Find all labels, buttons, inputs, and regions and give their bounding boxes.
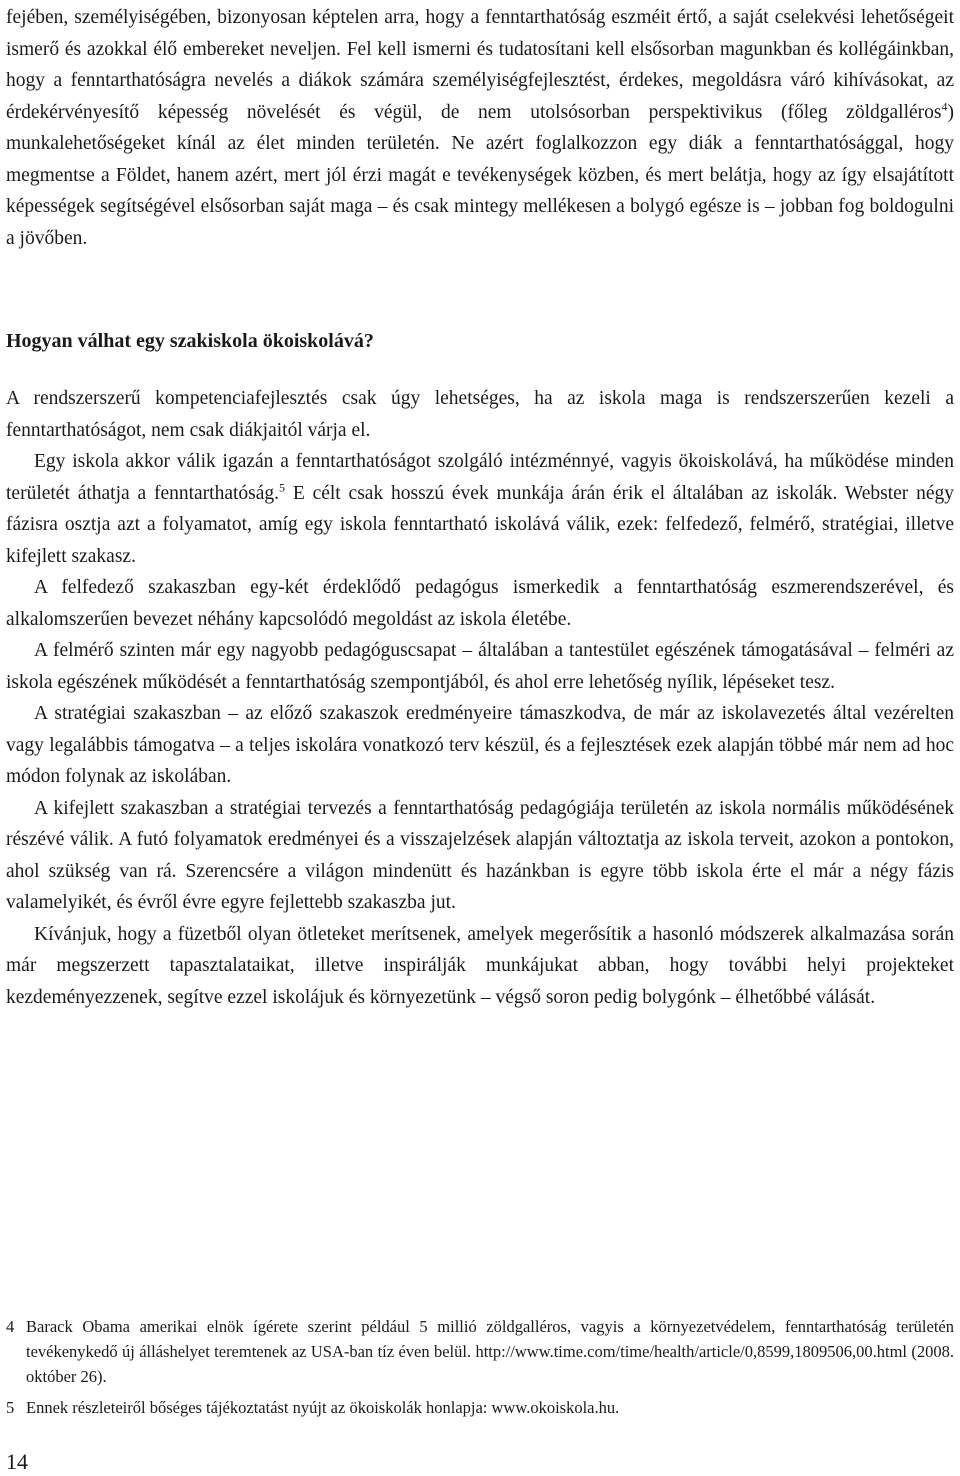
paragraph-2 [6, 446, 954, 572]
footnote-text: Barack Obama amerikai elnök ígérete szerint például 5 millió zöldgalléros, vagyis a környezetvédelem, fenntarthatóság területén tevékenykedő új álláshelyet teremtenek az USA-ban tíz éven belül. http://www.time.com/time/health/article/0,8599,1809506,00.html (2008. október 26). [26, 1317, 954, 1386]
footnote-text: Ennek részleteiről bőséges tájékoztatást nyújt az ökoiskolák honlapja: www.okoiskola.hu. [26, 1398, 620, 1417]
intro-paragraph [6, 2, 954, 254]
paragraph-3: A felfedező szakaszban egy-két érdeklődő pedagógus ismerkedik a fenntarthatóság eszmerendszerével, és alkalomszerűen bevezet néhány kapcsolódó megoldást az iskola életébe. [6, 577, 954, 630]
page-number: 14 [6, 1449, 28, 1474]
footnote-5 [6, 1395, 954, 1420]
footnote-ref-5: 5 [279, 480, 286, 494]
intro-paragraph-text-1: fejében, személyiségében, bizonyosan képtelen arra, hogy a fenntarthatóság eszméit értő, a saját cselekvési lehetőségeit ismerő és azokkal élő embereket neveljen. Fel kell ismerni és tudatosítani kell elsősorban magunkban és kollégáinkban, hogy a fenntarthatóságra nevelés a diákok számára személyiségfejlesztést, érdekes, megoldásra váró kihívásokat, az érdekérvényesítő képesség növelését és végül, de nem utolsósorban perspektivikus (főleg zöldgalléros [6, 7, 954, 123]
paragraph-2-text-1: Egy iskola akkor válik igazán a fenntarthatóságot szolgáló intézménnyé, vagyis ökoiskolává, ha működése minden területét áthatja a fenntarthatóság. [6, 451, 954, 504]
intro-paragraph-text-2: ) munkalehetőségeket kínál az élet minden területén. Ne azért foglalkozzon egy diák a fenntarthatósággal, hogy megmentse a Földet, hanem azért, mert jól érzi magát e tevékenységek közben, és mert belátja, hogy az így elsajátított képességek segítségével elsősorban saját maga – és csak mintegy mellékesen a bolygó egésze is – jobban fog boldogulni a jövőben. [6, 101, 954, 249]
paragraph-6: A kifejlett szakaszban a stratégiai tervezés a fenntarthatóság pedagógiája területén az iskola normális működésének részévé válik. A futó folyamatok eredményei és a visszajelzések alapján változtatja az iskola terveit, azokon a pontokon, ahol szükség van rá. Szerencsére a világon mindenütt és hazánkban is egyre több iskola érte el már a négy fázis valamelyikét, és évről évre egyre fejlettebb szakaszba jut. [6, 797, 954, 913]
paragraph-7: Kívánjuk, hogy a füzetből olyan ötleteket merítsenek, amelyek megerősítik a hasonló módszerek alkalmazása során már megszerzett tapasztalataikat, illetve inspirálják munkájukat abban, hogy további helyi projekteket kezdeményezzenek, segítve ezzel iskolájuk és környezetünk – végső soron pedig bolygónk – élhetőbbé válását. [6, 923, 954, 1008]
section-heading: Hogyan válhat egy szakiskola ökoiskolává? [6, 330, 374, 352]
paragraph-4: A felmérő szinten már egy nagyobb pedagóguscsapat – általában a tantestület egészének támogatásával – felméri az iskola egészének működését a fenntarthatóság szempontjából, és ahol erre lehetőség nyílik, lépéseket tesz. [6, 640, 954, 693]
footnote-ref-4: 4 [941, 99, 948, 113]
paragraph-1: A rendszerszerű kompetenciafejlesztés csak úgy lehetséges, ha az iskola maga is rendszerszerűen kezeli a fenntarthatóságot, nem csak diákjaitól várja el. [6, 388, 954, 441]
footnote-4 [6, 1314, 954, 1389]
footnote-number: 4 [6, 1317, 15, 1336]
footnotes [6, 1314, 954, 1426]
paragraph-2-text-2: E célt csak hosszú évek munkája árán érik el általában az iskolák. Webster négy fázisra osztja azt a folyamatot, amíg egy iskola fenntartható iskolává válik, ezek: felfedező, felmérő, stratégiai, illetve kifejlett szakasz. [6, 482, 955, 567]
section-body [6, 383, 954, 1013]
paragraph-5: A stratégiai szakaszban – az előző szakaszok eredményeire támaszkodva, de már az iskolavezetés által vezérelten vagy legalábbis támogatva – a teljes iskolára vonatkozó terv készül, és a fejlesztések ezek alapján többé már nem ad hoc módon folynak az iskolában. [6, 703, 954, 787]
footnote-number: 5 [6, 1398, 15, 1417]
